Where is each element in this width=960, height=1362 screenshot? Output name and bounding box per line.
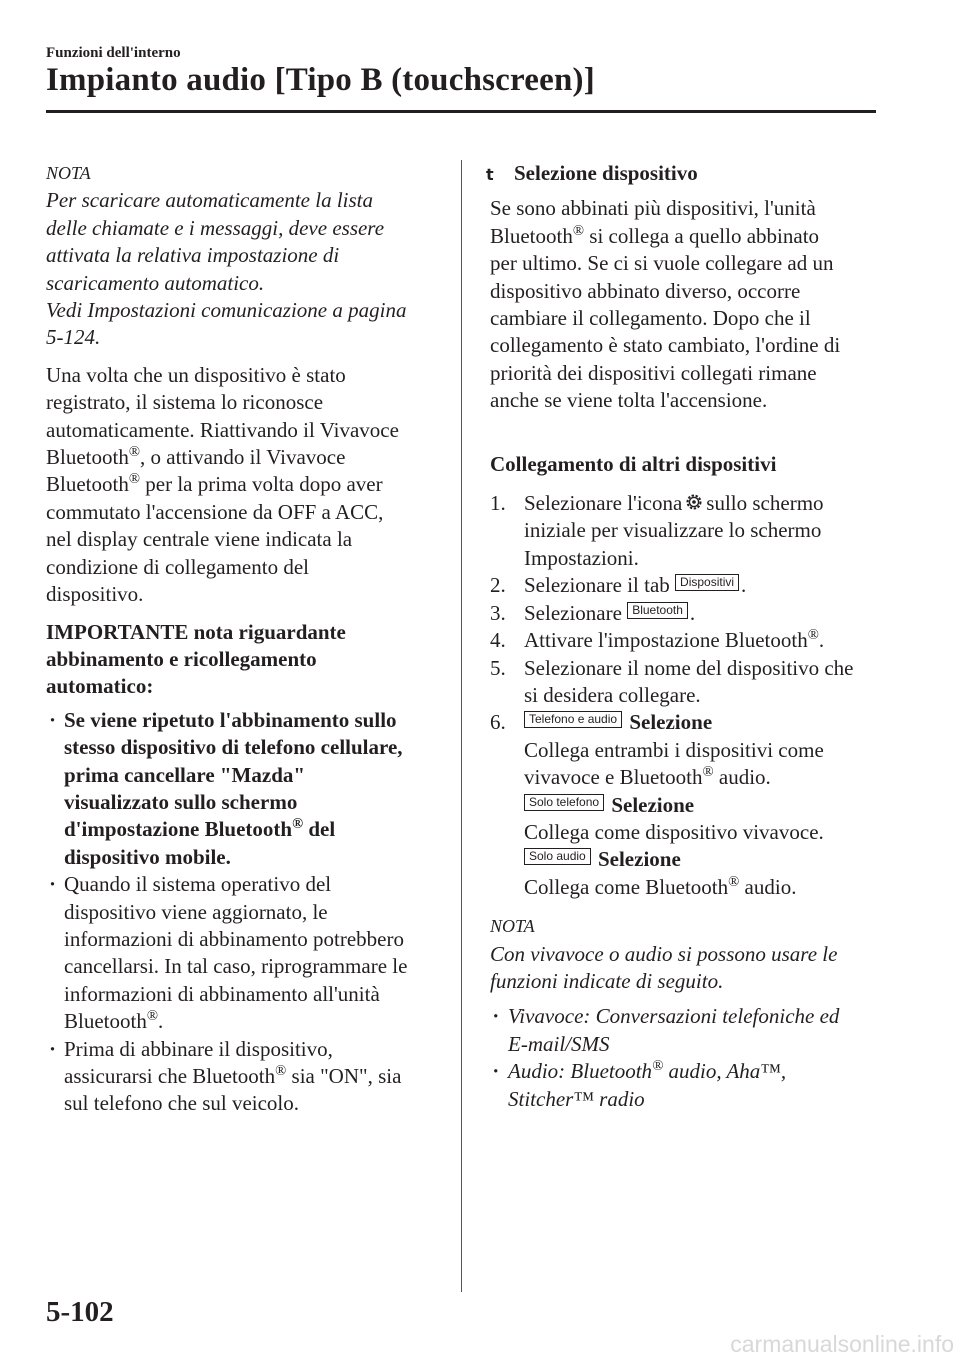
page-title: Impianto audio [Tipo B (touchscreen)] [46,62,595,98]
text-line: automaticamente. Riattivando il Vivavoce [46,417,399,442]
note-block [46,160,442,352]
note-heading: NOTA [490,916,535,937]
text-line: commutato l'accensione da OFF a ACC, [46,499,384,524]
note-block-right: NOTA Con vivavoce o audio si possono usare le funzioni indicate di seguito. · Vivavoce: Conversazioni telefoniche ed E-mail/SMS · Audio: Bluetooth® audio, Aha™, Stitcher™ radio [486,913,878,1113]
important-heading: IMPORTANTE nota riguardante abbinamento e ricollegamento automatico: [46,619,346,699]
important-bullet-list [46,707,442,1118]
bullet-item: · Audio: Bluetooth® audio, Aha™, Stitcher™ radio [490,1058,878,1113]
text-line: registrato, il sistema lo riconosce [46,390,324,415]
right-column [486,160,878,1113]
steps-heading: Collegamento di altri dispositivi [490,451,777,476]
note-line: attivata la relativa impostazione di [46,243,340,268]
step-item: 2. Selezionare il tab Dispositivi . [490,573,747,598]
title-rule [46,110,876,113]
section-label: Funzioni dell'interno [46,45,181,61]
text-line: Bluetooth®, o attivando il Vivavoce [46,444,346,470]
phone-only-label: Solo telefono [524,794,604,811]
step-item: 6. Telefono e audio Selezione Collega entrambi i dispositivi come vivavoce e Bluetooth® audio. Solo telefono Selezione Collega come dispositivo vivavoce. Solo audio Selezione Collega come Bluetooth® audio. [490,710,824,899]
subsection-heading: t Selezione dispositivo [486,160,878,187]
intro-paragraph [46,362,442,609]
audio-only-label: Solo audio [524,848,591,865]
note-line: scaricamento automatico. [46,270,265,295]
bullet-item: · Se viene ripetuto l'abbinamento sullo stesso dispositivo di telefono cellulare, prima cancellare "Mazda" visualizzato sullo schermo d'impostazione Bluetooth® del dispositivo mobile. [46,707,442,871]
text-line: Una volta che un dispositivo è stato [46,362,346,387]
bullet-item: · Quando il sistema operativo del dispositivo viene aggiornato, le informazioni di abbinamento potrebbero cancellarsi. In tal caso, riprogrammare le informazioni di abbinamento all'unità Bluetooth®. [46,871,442,1035]
phone-and-audio-label: Telefono e audio [524,711,622,728]
note-heading: NOTA [46,163,91,183]
steps-list [486,490,878,901]
column-divider [461,160,462,1292]
bullet-item: · Prima di abbinare il dispositivo, assicurarsi che Bluetooth® sia "ON", sia sul telefono che sul veicolo. [46,1036,442,1118]
note-line: Per scaricare automaticamente la lista [46,188,373,213]
devices-tab-label: Dispositivi [675,574,739,591]
text-line: nel display centrale viene indicata la [46,527,353,552]
step-item: 1. Selezionare l'icona sullo schermo iniziale per visualizzare lo schermo Impostazioni. [490,491,824,570]
left-column [46,160,442,1118]
selection-paragraph: Se sono abbinati più dispositivi, l'unità Bluetooth® si collega a quello abbinato per ultimo. Se ci si vuole collegare ad un dispositivo abbinato diverso, occorre cambiare il collegamento. Dopo che il collegamento è stato cambiato, l'ordine di priorità dei dispositivi collegati rimane anche se viene tolta l'accensione. [490,196,841,413]
step-item: 3. Selezionare Bluetooth . [490,600,696,625]
step-item: 5. Selezionare il nome del dispositivo che si desidera collegare. [490,655,854,707]
bluetooth-button-label: Bluetooth [627,602,688,619]
note-line: delle chiamate e i messaggi, deve essere [46,215,385,240]
step-item: 4. Attivare l'impostazione Bluetooth®. [490,627,825,653]
text-line: dispositivo. [46,582,144,607]
note-line: Vedi Impostazioni comunicazione a pagina [46,298,407,323]
watermark: carmanualsonline.info [730,1331,954,1357]
note-line: 5-124. [46,325,101,350]
bullet-item: · Vivavoce: Conversazioni telefoniche ed E-mail/SMS [490,1003,878,1058]
text-line: Bluetooth® per la prima volta dopo aver [46,471,383,497]
text-line: condizione di collegamento del [46,554,309,579]
section-marker-icon: t [486,165,494,184]
page-number: 5-102 [46,1296,114,1328]
settings-gear-icon [684,492,704,512]
